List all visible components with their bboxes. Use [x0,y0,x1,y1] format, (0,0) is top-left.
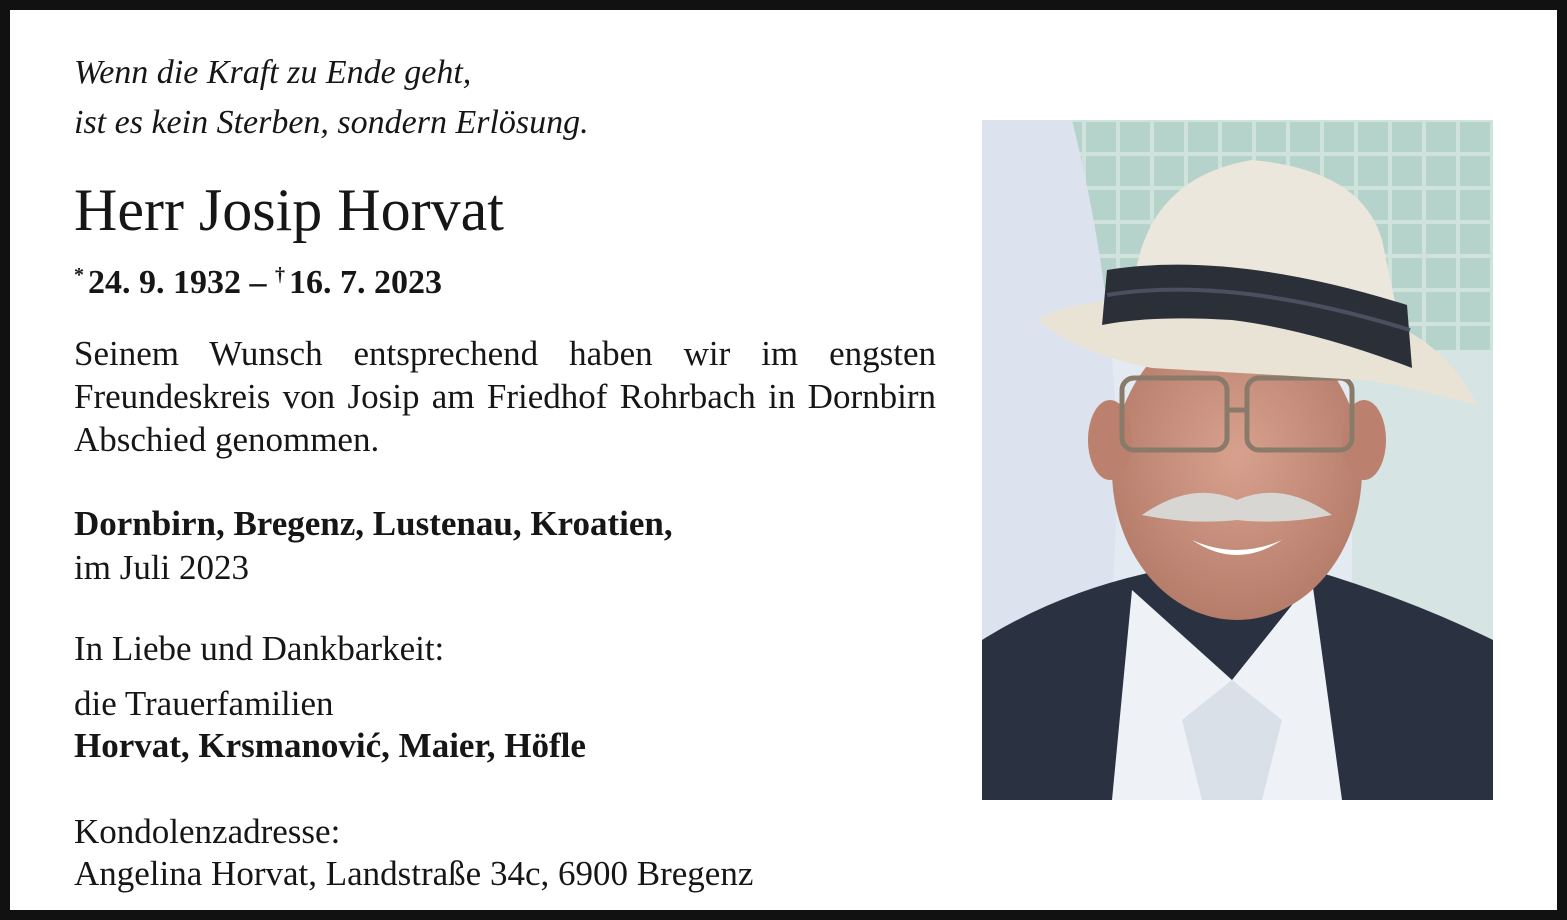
death-symbol: † [275,264,285,286]
birth-symbol: * [74,264,84,286]
condolence-label: Kondolenzadresse: [74,812,341,851]
death-date: 16. 7. 2023 [289,264,442,301]
month-line: im Juli 2023 [74,548,250,587]
birth-date: 24. 9. 1932 [88,264,241,301]
families-label: die Trauerfamilien [74,684,334,723]
ear-right [1342,400,1386,480]
places-line: Dornbirn, Bregenz, Lustenau, Kroatien, [74,504,673,543]
portrait-illustration [982,120,1493,800]
ear-left [1088,400,1132,480]
condolence-address: Angelina Horvat, Landstraße 34c, 6900 Bregenz [74,854,754,893]
date-separator: – [249,264,267,301]
portrait-photo [982,120,1493,800]
farewell-message: Seinem Wunsch entsprechend haben wir im engsten Freundeskreis von Josip am Friedhof Rohrbach in Dornbirn Abschied genommen. [74,334,936,459]
deceased-name: Herr Josip Horvat [74,177,504,243]
life-dates [74,252,936,306]
memorial-quote [74,48,936,148]
quote-line-1: Wenn die Kraft zu Ende geht, [74,54,472,91]
thanks-line: In Liebe und Dankbarkeit: [74,629,445,668]
quote-line-2: ist es kein Sterben, sondern Erlösung. [74,104,589,141]
families-names: Horvat, Krsmanović, Maier, Höfle [74,726,586,765]
